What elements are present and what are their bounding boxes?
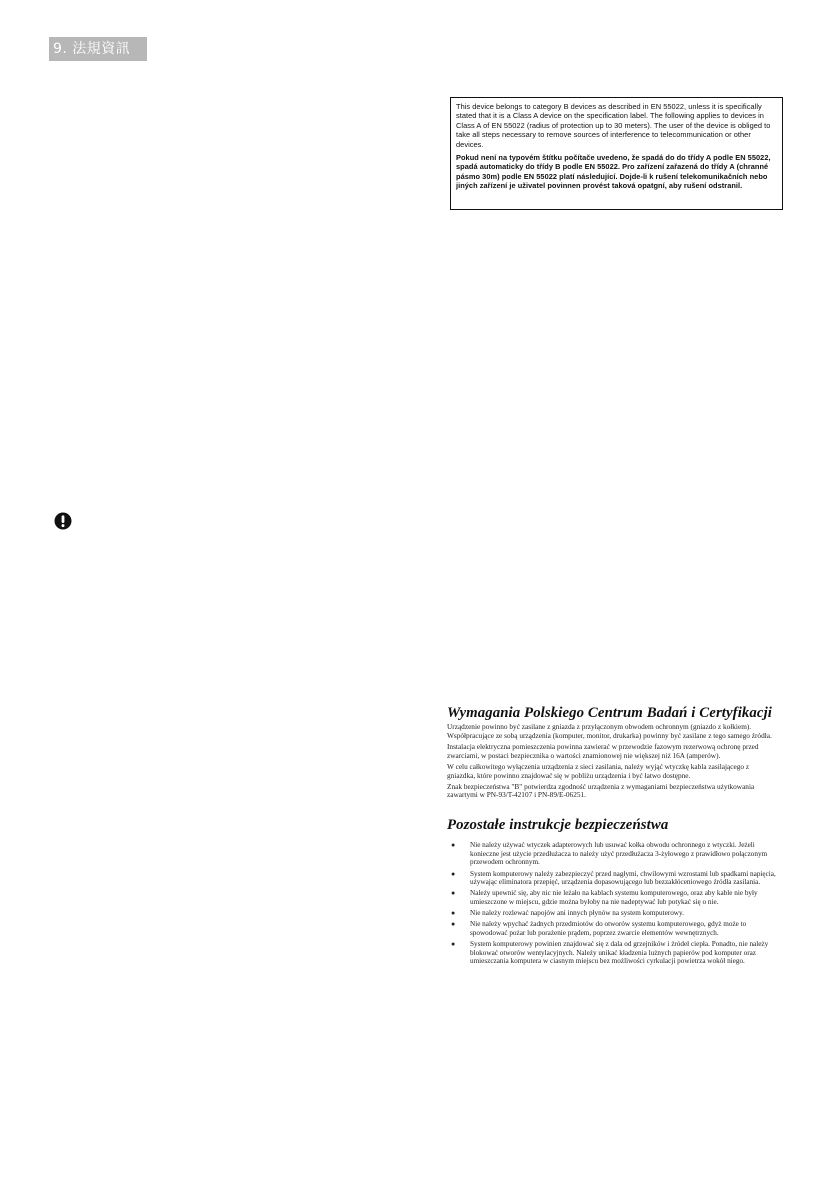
list-item	[447, 870, 777, 887]
list-item-text: System komputerowy powinien znajdować się z dala od grzejników i źródeł ciepła. Ponadto, nie należy blokować otworów wentylacyjnych. Należy unikać kładzenia lużnych papierów pod komputer oraz umieszczania komputera w ciasnym miejscu bez możliwości cyrkulacji powietrza wokół niego.	[470, 940, 769, 966]
polish-paragraph: Znak bezpieczeństwa "B" potwierdza zgodność urządzenia z wymaganiami bezpieczeństwa użytkowania zawartymi w PN-93/T-42107 i PN-89/E-06251.	[447, 781, 755, 800]
emc-notice-czech: Pokud není na typovém štítku počítače uvedeno, že spadá do do třídy A podle EN 55022, spadá automaticky do třídy B podle EN 55022. Pro zařízení zařazená do třídy A (chranné pásmo 30m) podle EN 55022 platí následující. Dojde-li k rušení telekomunikačních nebo jiných zařízení je uživatel povinnen provést taková opatgní, aby rušení odstranil.	[456, 153, 771, 191]
list-item	[447, 889, 777, 906]
bullet-icon: ●	[451, 869, 456, 878]
bullet-icon: ●	[451, 920, 456, 929]
safety-instructions-heading: Pozostałe instrukcje bezpieczeństwa	[447, 817, 669, 834]
polish-certification-block	[447, 703, 777, 968]
list-item	[447, 940, 777, 966]
list-item-text: System komputerowy należy zabezpieczyć przed nagłymi, chwilowymi wzrostami lub spadkami napięcia, używając eliminatora przepięć, urządzenia dopasowującego lub bezzakłóceniowego źródła zasilania.	[470, 869, 776, 887]
list-item-text: Nie należy wpychać żadnych przedmiotów do otworów systemu komputerowego, gdyż może to spowodować pożar lub porażenie prądem, poprzez zwarcie elementów wewnętrznych.	[470, 920, 747, 937]
emc-notice-english: This device belongs to category B devices as described in EN 55022, unless it is specifically stated that it is a Class A device on the specification label. The following applies to devices in Class A of EN 55022 (radius of protection up to 30 meters). The user of the device is obliged to take all steps necessary to remove sources of interference to telecommunication or other devices.	[456, 102, 771, 149]
list-item-text: Nie należy używać wtyczek adapterowych lub usuwać kołka obwodu ochronnego z wtyczki. Jeżeli konieczne jest użycie przedłużacza to należy użyć przedłużacza 3-żyłowego z prawidłowo połączonym przewodem ochronnym.	[470, 841, 768, 867]
emc-notice-box	[450, 97, 783, 210]
polish-paragraph: W celu całkowitego wyłączenia urządzenia z sieci zasilania, należy wyjąć wtyczkę kabla zasilającego z gniazdka, które powinno znajdować się w pobliżu urządzenia i być łatwo dostępne.	[447, 761, 750, 780]
bullet-icon: ●	[451, 889, 456, 898]
polish-paragraph: Instalacja elektryczna pomieszczenia powinna zawierać w przewodzie fazowym rezerwową ochronę przed zwarciami, w postaci bezpiecznika o wartości znamionowej nie większej niż 16A (amperów).	[447, 741, 759, 760]
list-item-text: Nie należy rozlewać napojów ani innych płynów na system komputerowy.	[470, 909, 684, 918]
list-item	[447, 909, 777, 918]
safety-instructions-list	[447, 841, 777, 966]
bullet-icon: ●	[451, 841, 456, 850]
list-item	[447, 920, 777, 937]
bullet-icon: ●	[451, 909, 456, 918]
list-item-text: Należy upewnić się, aby nic nie leżało na kablach systemu komputerowego, oraz aby kable nie były umieszczone w miejscu, gdzie można byłoby na nie nadeptywać lub potykać się o nie.	[470, 889, 758, 906]
exclamation-circle-icon	[54, 512, 72, 530]
polish-paragraph: Urządzenie powinno być zasilane z gniazda z przyłączonym obwodem ochronnym (gniazdo z kołkiem). Współpracujące ze sobą urządzenia (komputer, monitor, drukarka) powinny być zasilane z tego samego źródła.	[447, 722, 772, 740]
polish-requirements-heading: Wymagania Polskiego Centrum Badań i Certyfikacji	[447, 705, 773, 721]
section-title-tag: 9. 法規資訊	[49, 37, 147, 61]
list-item	[447, 841, 777, 867]
bullet-icon: ●	[451, 940, 456, 949]
